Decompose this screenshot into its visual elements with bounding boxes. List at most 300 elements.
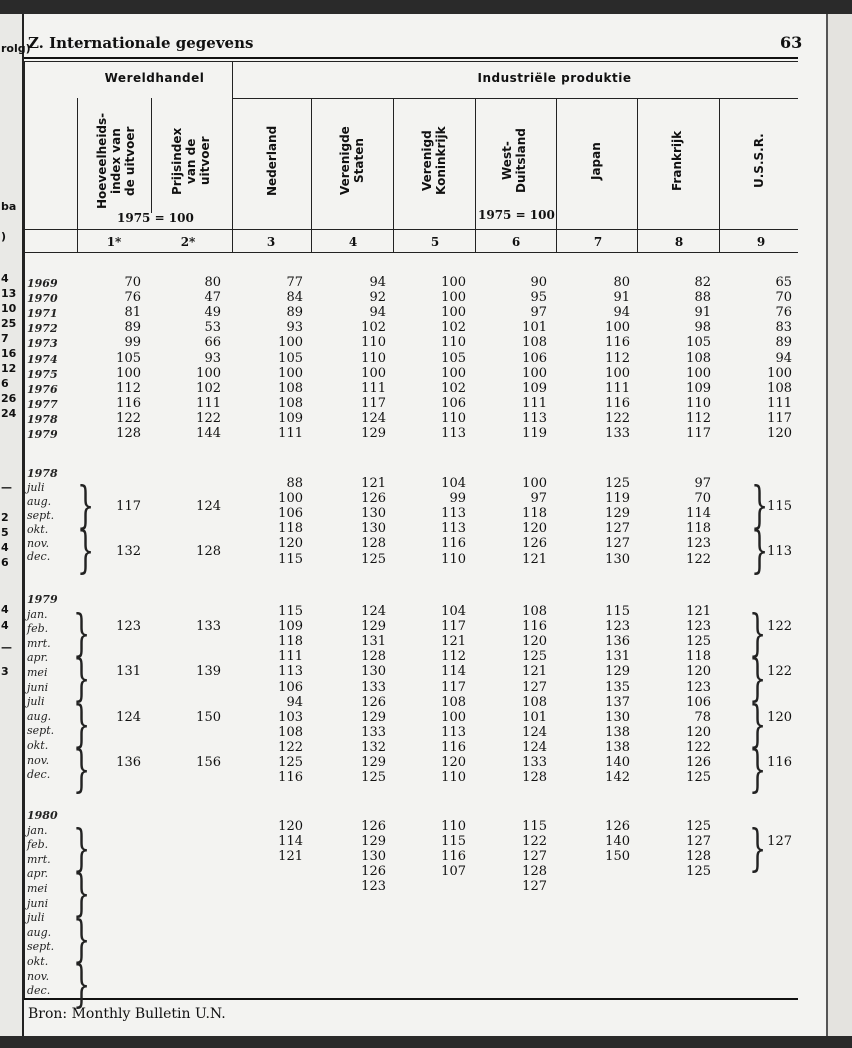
table-cell: 105 xyxy=(441,350,466,366)
table-cell: 129 xyxy=(361,709,386,725)
row-label: nov. xyxy=(27,969,50,983)
table-cell: 127 xyxy=(767,834,792,850)
brace-mark: } xyxy=(749,649,767,708)
table-cell: 131 xyxy=(605,649,630,665)
row-label: 1978 xyxy=(27,412,58,426)
table-cell: 108 xyxy=(441,694,466,710)
brace-mark: } xyxy=(73,740,91,798)
table-cell: 126 xyxy=(361,864,386,880)
table-cell: 130 xyxy=(605,709,630,725)
table-cell: 114 xyxy=(686,506,711,522)
table-cell: 100 xyxy=(441,305,466,321)
table-cell: 140 xyxy=(605,834,630,850)
table-cell: 111 xyxy=(278,649,303,665)
table-cell: 122 xyxy=(196,410,221,426)
table-cell: 107 xyxy=(441,864,466,880)
table-cell: 133 xyxy=(196,619,221,635)
table-cell: 123 xyxy=(686,536,711,552)
page-number: 63 xyxy=(780,33,803,52)
margin-text: ba xyxy=(1,200,17,213)
table-cell: 97 xyxy=(530,491,547,507)
table-cell: 122 xyxy=(278,739,303,755)
column-header: Japan xyxy=(589,142,603,180)
table-cell: 100 xyxy=(686,365,711,381)
table-cell: 123 xyxy=(361,879,386,895)
table-cell: 144 xyxy=(196,426,221,441)
table-cell: 125 xyxy=(686,770,711,786)
column-divider xyxy=(556,98,557,252)
table-cell: 113 xyxy=(441,426,466,441)
table-cell: 129 xyxy=(361,619,386,635)
row-label: nov. xyxy=(27,753,50,767)
column-divider xyxy=(719,98,720,252)
table-cell: 93 xyxy=(286,320,303,336)
row-label: dec. xyxy=(27,550,51,564)
table-cell: 47 xyxy=(204,290,221,306)
table-cell: 113 xyxy=(278,664,303,680)
group-heading-industriele-produktie: Industriële produktie xyxy=(477,71,632,85)
table-cell: 111 xyxy=(767,395,792,411)
table-cell: 130 xyxy=(361,664,386,680)
table-cell: 127 xyxy=(522,679,547,695)
table-cell: 115 xyxy=(278,604,303,619)
table-cell: 124 xyxy=(522,724,547,740)
table-cell: 126 xyxy=(686,755,711,770)
table-cell: 138 xyxy=(605,739,630,755)
column-number: 2* xyxy=(180,235,196,249)
table-cell: 65 xyxy=(775,275,792,290)
table-cell: 106 xyxy=(278,506,303,522)
row-label: apr. xyxy=(27,651,49,665)
table-cell: 122 xyxy=(767,664,792,680)
table-cell: 100 xyxy=(278,491,303,507)
table-cell: 125 xyxy=(361,551,386,567)
brace-mark: } xyxy=(73,604,91,663)
row-label: sept. xyxy=(27,508,55,522)
table-cell: 120 xyxy=(441,755,466,770)
column-header: Nederland xyxy=(265,125,279,197)
margin-text: 4 xyxy=(1,541,9,554)
row-label: okt. xyxy=(27,522,49,536)
table-cell: 130 xyxy=(361,521,386,537)
margin-text: 16 xyxy=(1,347,17,360)
table-cell: 97 xyxy=(530,305,547,321)
table-cell: 130 xyxy=(361,849,386,865)
row-label: 1978 xyxy=(27,467,58,480)
table-cell: 108 xyxy=(278,380,303,396)
table-cell: 100 xyxy=(522,365,547,381)
column-divider xyxy=(77,98,78,252)
table-cell: 115 xyxy=(522,819,547,834)
margin-text: 4 xyxy=(1,272,9,285)
table-cell: 100 xyxy=(441,275,466,290)
table-cell: 131 xyxy=(361,634,386,650)
table-cell: 115 xyxy=(767,498,792,514)
table-cell: 120 xyxy=(767,709,792,725)
table-cell: 103 xyxy=(278,709,303,725)
brace-mark: } xyxy=(749,694,767,753)
base-rule xyxy=(24,229,798,230)
margin-text: — xyxy=(1,481,12,494)
brace-mark: } xyxy=(749,740,767,798)
table-cell: 101 xyxy=(522,320,547,336)
table-cell: 128 xyxy=(361,649,386,665)
table-cell: 100 xyxy=(441,709,466,725)
table-cell: 125 xyxy=(686,634,711,650)
row-label: sept. xyxy=(27,940,55,954)
row-label: feb. xyxy=(27,622,49,636)
top-rule xyxy=(24,57,798,59)
table-cell: 123 xyxy=(116,619,141,635)
table-cell: 88 xyxy=(286,476,303,491)
table-cell: 118 xyxy=(278,634,303,650)
base-year-label: 1975 = 100 xyxy=(478,208,555,222)
table-cell: 110 xyxy=(441,410,466,426)
row-label: juli xyxy=(27,695,45,709)
table-cell: 66 xyxy=(204,335,221,351)
table-cell: 110 xyxy=(441,551,466,567)
table-cell: 76 xyxy=(775,305,792,321)
column-divider xyxy=(232,61,233,252)
table-cell: 120 xyxy=(278,819,303,834)
table-cell: 135 xyxy=(605,679,630,695)
table-cell: 127 xyxy=(522,849,547,865)
table-cell: 156 xyxy=(196,755,221,770)
brace-mark: } xyxy=(751,521,769,580)
row-label: mrt. xyxy=(27,852,51,866)
margin-text: 25 xyxy=(1,317,17,330)
row-label: 1979 xyxy=(27,428,58,441)
margin-text: 7 xyxy=(1,332,9,345)
table-cell: 110 xyxy=(441,770,466,786)
table-cell: 111 xyxy=(522,395,547,411)
table-cell: 93 xyxy=(204,350,221,366)
table-cell: 94 xyxy=(286,694,303,710)
table-cell: 123 xyxy=(686,679,711,695)
table-cell: 115 xyxy=(605,604,630,619)
margin-text: 13 xyxy=(1,287,17,300)
row-label: 1975 xyxy=(27,367,58,381)
table-cell: 91 xyxy=(613,290,630,306)
margin-text: 4 xyxy=(1,603,9,616)
previous-page-edge xyxy=(0,14,31,1036)
table-cell: 125 xyxy=(686,819,711,834)
column-header: Verenigd Koninkrijk xyxy=(420,126,448,196)
table-cell: 108 xyxy=(522,604,547,619)
row-label: mei xyxy=(27,882,48,895)
table-cell: 124 xyxy=(361,410,386,426)
table-cell: 116 xyxy=(441,536,466,552)
row-label: 1979 xyxy=(27,593,58,606)
row-label: feb. xyxy=(27,838,49,852)
row-label: nov. xyxy=(27,536,50,550)
table-cell: 129 xyxy=(605,664,630,680)
table-cell: 120 xyxy=(686,664,711,680)
table-cell: 115 xyxy=(441,834,466,850)
brace-mark: } xyxy=(77,521,95,580)
table-cell: 120 xyxy=(278,536,303,552)
column-number: 7 xyxy=(593,235,603,249)
table-cell: 128 xyxy=(196,543,221,559)
table-cell: 121 xyxy=(522,664,547,680)
row-label: juli xyxy=(27,480,45,494)
table-cell: 119 xyxy=(605,491,630,507)
table-cell: 116 xyxy=(441,739,466,755)
table-cell: 84 xyxy=(286,290,303,306)
table-cell: 150 xyxy=(196,709,221,725)
column-header: Verenigde Staten xyxy=(338,126,366,196)
table-cell: 130 xyxy=(605,551,630,567)
table-cell: 124 xyxy=(522,739,547,755)
margin-text: rolg) xyxy=(1,42,31,55)
table-cell: 123 xyxy=(686,619,711,635)
table-cell: 100 xyxy=(116,365,141,381)
column-header: Prijsindex van de uitvoer xyxy=(170,127,212,195)
table-cell: 114 xyxy=(441,664,466,680)
table-cell: 133 xyxy=(361,724,386,740)
table-cell: 110 xyxy=(441,335,466,351)
table-cell: 113 xyxy=(441,724,466,740)
table-cell: 129 xyxy=(361,755,386,770)
row-label: dec. xyxy=(27,984,51,998)
margin-text: 6 xyxy=(1,556,9,569)
table-cell: 112 xyxy=(605,350,630,366)
table-cell: 94 xyxy=(613,305,630,321)
table-cell: 94 xyxy=(369,275,386,290)
table-cell: 127 xyxy=(686,834,711,850)
table-cell: 108 xyxy=(686,350,711,366)
table-cell: 49 xyxy=(204,305,221,321)
column-header: Hoeveelheids- index van de uitvoer xyxy=(95,112,137,210)
column-divider xyxy=(311,98,312,252)
table-cell: 100 xyxy=(522,476,547,491)
table-cell: 127 xyxy=(522,879,547,895)
table-cell: 117 xyxy=(441,619,466,635)
table-cell: 132 xyxy=(361,739,386,755)
table-cell: 106 xyxy=(278,679,303,695)
column-divider xyxy=(393,98,394,252)
table-cell: 95 xyxy=(530,290,547,306)
table-cell: 83 xyxy=(775,320,792,336)
table-cell: 100 xyxy=(441,365,466,381)
table-cell: 94 xyxy=(369,305,386,321)
margin-text: 4 xyxy=(1,619,9,632)
table-cell: 111 xyxy=(196,395,221,411)
brace-mark: } xyxy=(73,955,91,1013)
row-label: 1973 xyxy=(27,337,58,351)
row-label: okt. xyxy=(27,739,49,752)
column-header: Frankrijk xyxy=(670,130,684,192)
table-cell: 120 xyxy=(767,426,792,441)
table-cell: 99 xyxy=(124,335,141,351)
table-cell: 132 xyxy=(116,543,141,559)
table-cell: 104 xyxy=(441,604,466,619)
table-cell: 106 xyxy=(441,395,466,411)
table-cell: 92 xyxy=(369,290,386,306)
table-cell: 111 xyxy=(361,380,386,396)
table-cell: 116 xyxy=(116,395,141,411)
table-cell: 121 xyxy=(361,476,386,491)
table-cell: 129 xyxy=(361,834,386,850)
table-cell: 108 xyxy=(278,395,303,411)
brace-mark: } xyxy=(73,909,91,968)
table-cell: 120 xyxy=(522,634,547,650)
table-cell: 110 xyxy=(361,350,386,366)
column-number: 9 xyxy=(756,235,766,249)
table-cell: 110 xyxy=(441,819,466,834)
table-cell: 109 xyxy=(278,619,303,635)
table-cell: 121 xyxy=(686,604,711,619)
table-cell: 116 xyxy=(767,755,792,770)
table-cell: 70 xyxy=(775,290,792,306)
row-label: apr. xyxy=(27,867,49,881)
table-cell: 124 xyxy=(361,604,386,619)
row-label: aug. xyxy=(27,494,52,508)
row-label: 1974 xyxy=(27,352,58,366)
margin-text: 24 xyxy=(1,407,17,420)
margin-text: 26 xyxy=(1,392,17,405)
top-rule-thin xyxy=(24,61,798,62)
column-divider xyxy=(24,61,25,998)
brace-mark: } xyxy=(73,694,91,753)
row-label: 1977 xyxy=(27,397,58,411)
table-cell: 109 xyxy=(278,410,303,426)
table-cell: 76 xyxy=(124,290,141,306)
table-cell: 100 xyxy=(767,365,792,381)
table-cell: 100 xyxy=(605,320,630,336)
table-cell: 127 xyxy=(605,536,630,552)
table-cell: 118 xyxy=(686,521,711,537)
row-label: juni xyxy=(27,896,49,910)
table-cell: 133 xyxy=(605,426,630,441)
table-cell: 81 xyxy=(124,305,141,321)
table-cell: 117 xyxy=(116,498,141,514)
row-label: juli xyxy=(27,911,45,925)
row-label: 1980 xyxy=(27,809,58,822)
row-label: aug. xyxy=(27,925,52,939)
table-cell: 105 xyxy=(116,350,141,366)
row-label: 1976 xyxy=(27,382,58,396)
table-cell: 125 xyxy=(361,770,386,786)
table-cell: 133 xyxy=(361,679,386,695)
brace-mark: } xyxy=(73,819,91,878)
table-cell: 102 xyxy=(196,380,221,396)
table-cell: 106 xyxy=(522,350,547,366)
table-cell: 128 xyxy=(522,864,547,880)
table-cell: 109 xyxy=(686,380,711,396)
table-cell: 122 xyxy=(116,410,141,426)
brace-mark: } xyxy=(77,476,95,535)
table-cell: 117 xyxy=(686,426,711,441)
table-cell: 102 xyxy=(441,380,466,396)
table-cell: 121 xyxy=(278,849,303,865)
table-cell: 122 xyxy=(522,834,547,850)
table-cell: 108 xyxy=(522,694,547,710)
row-label: jan. xyxy=(27,823,48,837)
margin-text: 6 xyxy=(1,377,9,390)
table-cell: 122 xyxy=(767,619,792,635)
table-cell: 106 xyxy=(686,694,711,710)
table-cell: 118 xyxy=(278,521,303,537)
table-cell: 116 xyxy=(605,395,630,411)
group-rule xyxy=(232,98,798,99)
row-label: 1972 xyxy=(27,322,58,336)
table-cell: 116 xyxy=(278,770,303,786)
table-cell: 88 xyxy=(694,290,711,306)
table-cell: 118 xyxy=(686,649,711,665)
table-cell: 120 xyxy=(522,521,547,537)
table-cell: 110 xyxy=(361,335,386,351)
table-cell: 82 xyxy=(694,275,711,290)
page-right-edge xyxy=(826,14,852,1036)
table-cell: 101 xyxy=(522,709,547,725)
table-cell: 100 xyxy=(605,365,630,381)
margin-text: 3 xyxy=(1,665,9,678)
table-cell: 128 xyxy=(361,536,386,552)
margin-text: 2 xyxy=(1,511,9,524)
table-cell: 150 xyxy=(605,849,630,865)
table-cell: 138 xyxy=(605,724,630,740)
table-cell: 108 xyxy=(522,335,547,351)
margin-text: 5 xyxy=(1,526,9,539)
table-cell: 53 xyxy=(204,320,221,336)
column-divider xyxy=(151,98,152,213)
table-cell: 80 xyxy=(613,275,630,290)
table-cell: 139 xyxy=(196,664,221,680)
table-cell: 117 xyxy=(441,679,466,695)
table-cell: 99 xyxy=(449,491,466,507)
table-cell: 122 xyxy=(686,551,711,567)
column-number: 6 xyxy=(511,235,521,249)
margin-text: 10 xyxy=(1,302,17,315)
table-cell: 116 xyxy=(441,849,466,865)
group-heading-wereldhandel: Wereldhandel xyxy=(104,71,205,85)
row-label: jan. xyxy=(27,607,48,621)
table-cell: 137 xyxy=(605,694,630,710)
column-header: U.S.S.R. xyxy=(752,133,766,189)
table-cell: 124 xyxy=(196,498,221,514)
table-cell: 140 xyxy=(605,755,630,770)
table-cell: 121 xyxy=(441,634,466,650)
table-cell: 113 xyxy=(441,506,466,522)
table-cell: 90 xyxy=(530,275,547,290)
table-cell: 130 xyxy=(361,506,386,522)
column-number: 3 xyxy=(266,235,276,249)
table-cell: 126 xyxy=(361,491,386,507)
table-cell: 123 xyxy=(605,619,630,635)
table-cell: 113 xyxy=(441,521,466,537)
table-cell: 105 xyxy=(686,335,711,351)
table-cell: 114 xyxy=(278,834,303,850)
table-cell: 120 xyxy=(686,724,711,740)
table-cell: 111 xyxy=(278,426,303,441)
table-cell: 89 xyxy=(775,335,792,351)
table-cell: 105 xyxy=(278,350,303,366)
table-cell: 77 xyxy=(286,275,303,290)
table-cell: 142 xyxy=(605,770,630,786)
table-cell: 117 xyxy=(361,395,386,411)
table-cell: 125 xyxy=(605,476,630,491)
table-cell: 111 xyxy=(605,380,630,396)
table-cell: 119 xyxy=(522,426,547,441)
table-cell: 70 xyxy=(124,275,141,290)
row-label: aug. xyxy=(27,709,52,723)
table-cell: 89 xyxy=(286,305,303,321)
table-cell: 112 xyxy=(441,649,466,665)
row-label: 1971 xyxy=(27,307,58,321)
brace-mark: } xyxy=(73,864,91,923)
table-cell: 124 xyxy=(116,709,141,725)
